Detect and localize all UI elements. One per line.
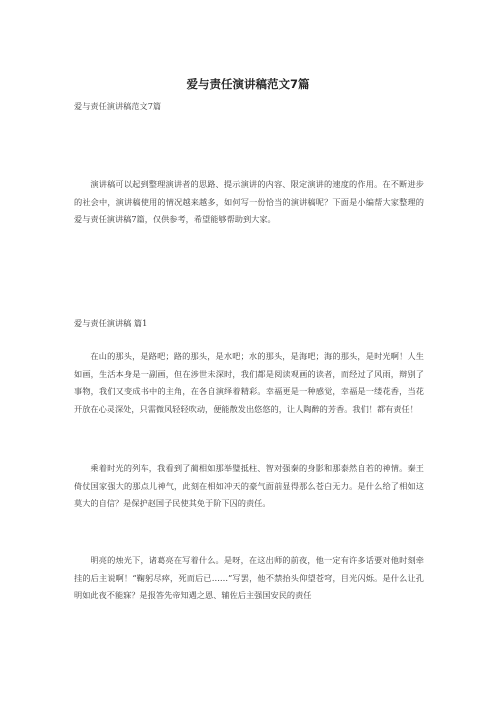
body-paragraph-2: 乘着时光的列车，我看到了蔺相如那举璧抵柱、智对强秦的身影和那泰然自若的神情。秦王倚仗国家强大的那点儿神气，此刻在相如冲天的豪气面前显得那么苍白无力。是什么给了相如这莫大的自信？是保护赵国子民使其免于阶下囚的责任。 [74,463,424,508]
section-heading: 爱与责任演讲稿 篇1 [74,318,148,328]
document-title: 爱与责任演讲稿范文7篇 [186,77,310,91]
body-paragraph-1: 在山的那头，是路吧；路的那头，是水吧；水的那头，是海吧；海的那头，是时光啊！人生如画，生活本身是一副画，但在涉世未深时，我们都是阅读观画的读者，而经过了风雨，辩别了事物，我们又变成书中的主角，在各自演绎着精彩。幸福更是一种感觉，幸福是一缕花香，当花开放在心灵深处，只需微风轻轻吹动，便能散发出悠悠的，让人陶醉的芳香。我们！都有责任！ [74,351,424,414]
body-paragraph-3: 明亮的烛光下，诸葛亮在写着什么。是呀，在这出师的前夜，他一定有许多话要对他时刻牵挂的后主说啊！“鞠躬尽瘁，死而后已……”写罢，他不禁抬头仰望苍穹，目光闪烁。是什么让孔明如此夜不能寐？是报答先帝知遇之恩、辅佐后主强国安民的责任 [74,555,424,600]
document-subtitle: 爱与责任演讲稿范文7篇 [74,101,162,111]
intro-paragraph: 演讲稿可以起到整理演讲者的思路、提示演讲的内容、限定演讲的速度的作用。在不断进步的社会中，演讲稿使用的情况越来越多，如何写一份恰当的演讲稿呢？下面是小编帮大家整理的爱与责任演讲稿7篇，仅供参考，希望能够帮助到大家。 [74,179,424,224]
